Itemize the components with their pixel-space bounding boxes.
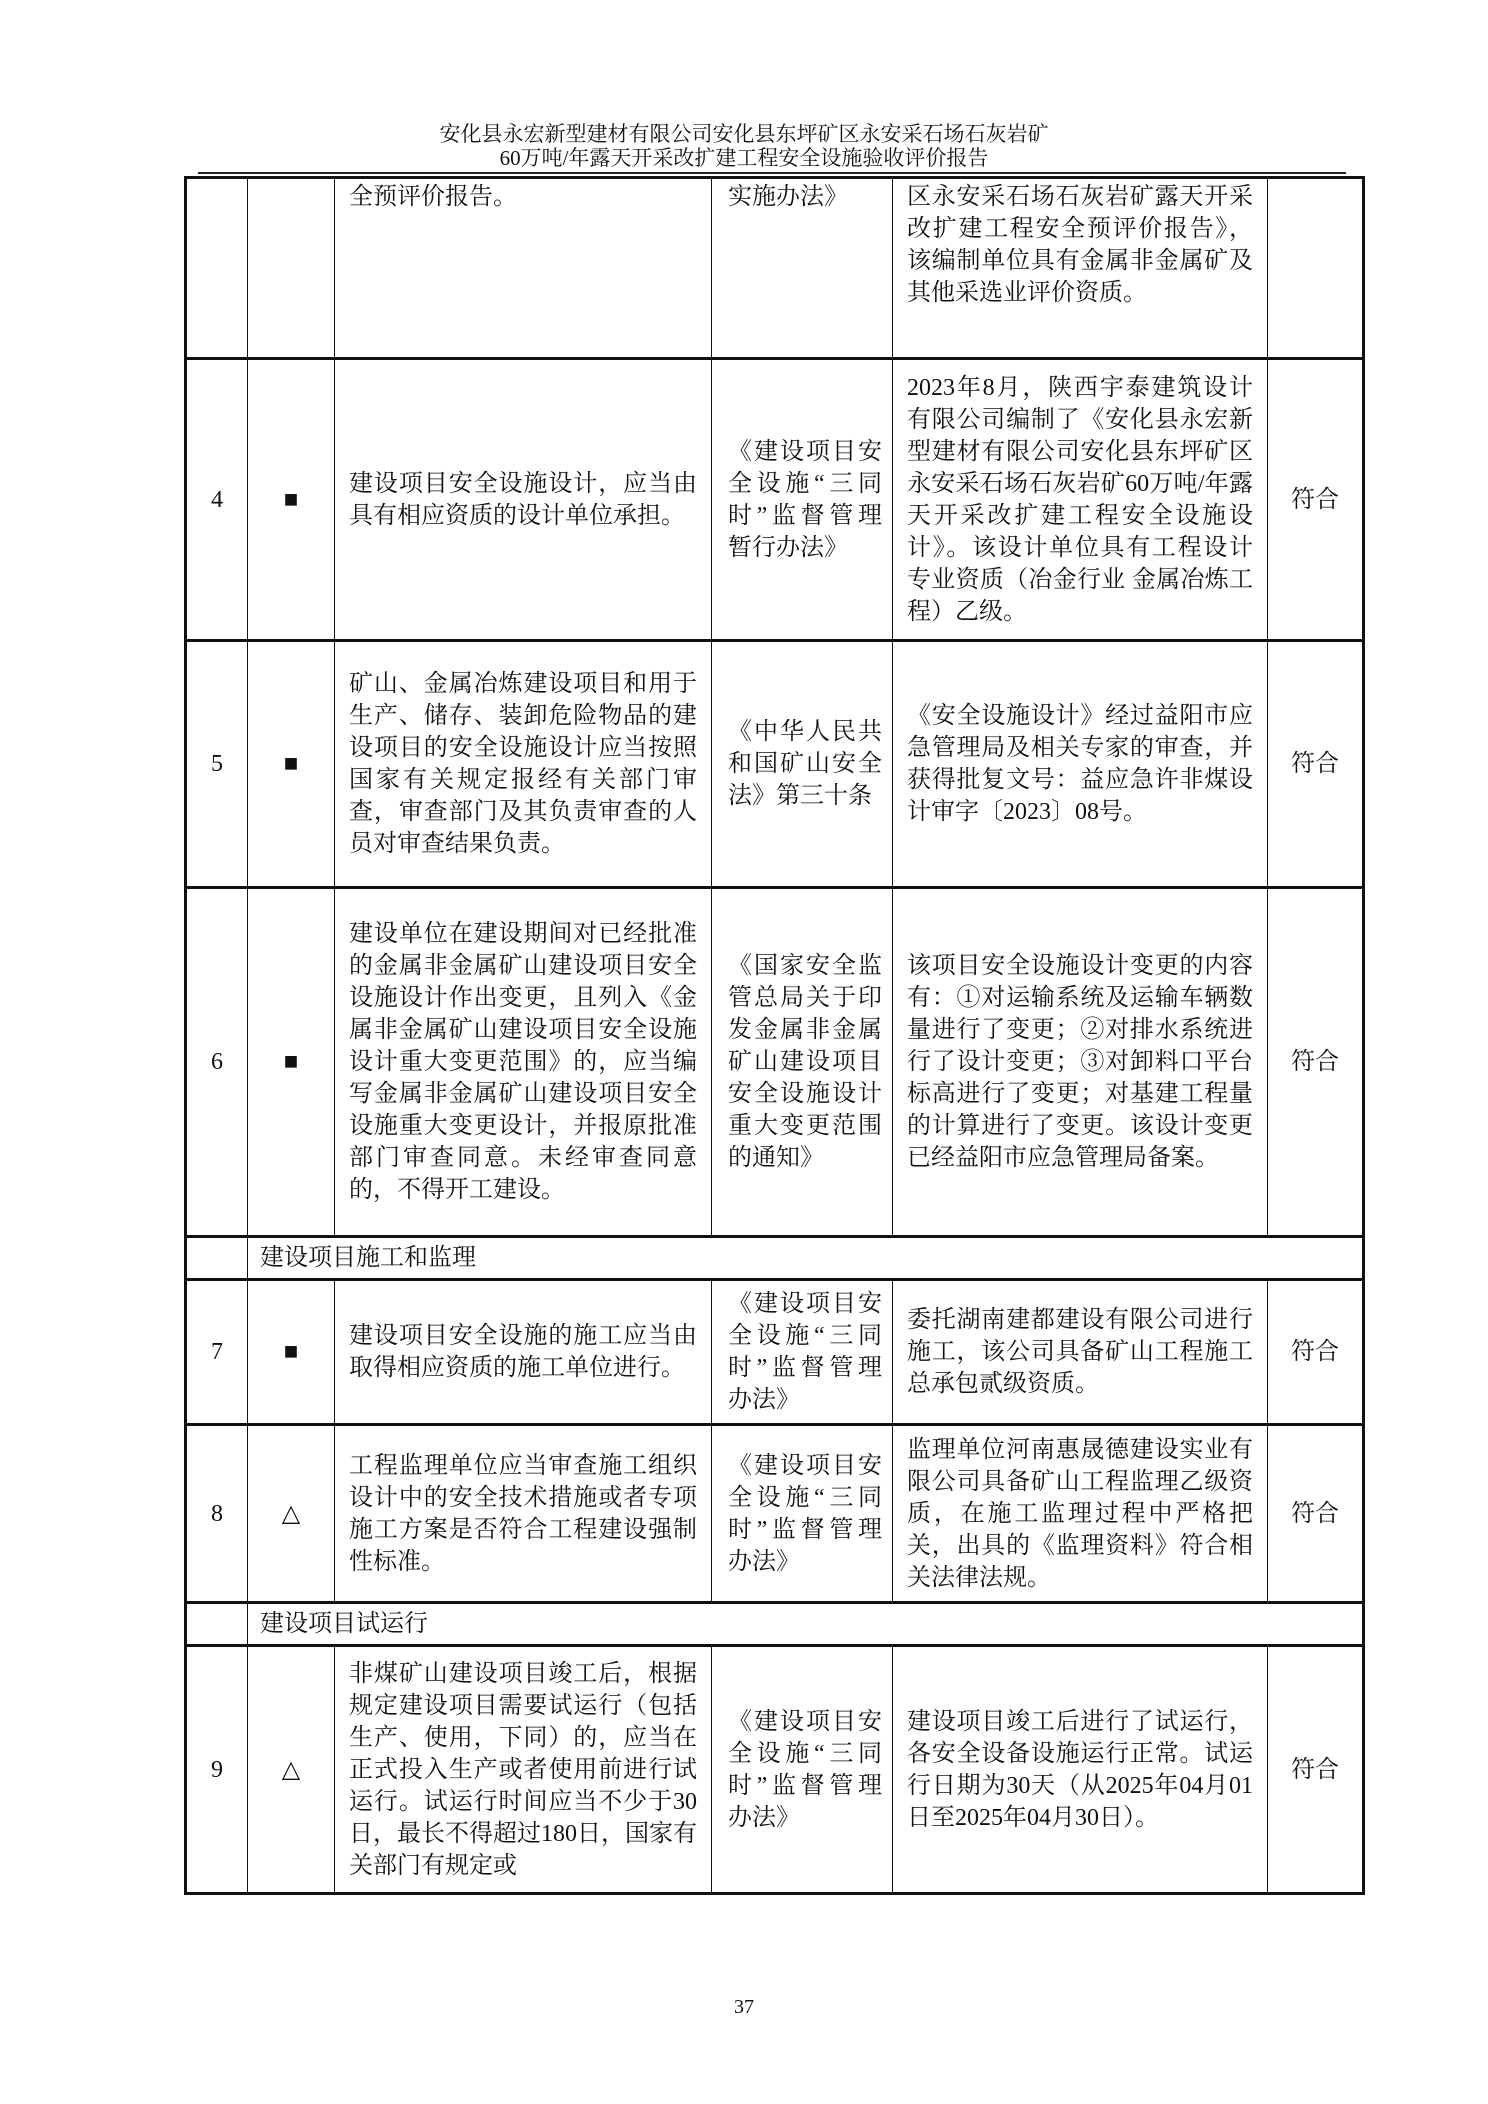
result-cell: 符合	[1268, 641, 1364, 888]
header-title-line2: 60万吨/年露天开采改扩建工程安全设施验收评价报告	[499, 146, 989, 170]
header-rule	[198, 172, 1346, 174]
requirement-cell: 建设项目安全设施设计，应当由具有相应资质的设计单位承担。	[335, 359, 712, 641]
basis-cell: 《建设项目安全设施“三同时”监督管理暂行办法》	[712, 359, 893, 641]
table-row	[186, 641, 1364, 888]
requirement-cell: 全预评价报告。	[335, 178, 712, 359]
basis-cell: 《中华人民共和国矿山安全法》第三十条	[712, 641, 893, 888]
table-row	[186, 1425, 1364, 1603]
finding-cell: 该项目安全设施设计变更的内容有：①对运输系统及运输车辆数量进行了变更；②对排水系统进行了设计变更；③对卸料口平台标高进行了变更；对基建工程量的计算进行了变更。该设计变更已经益阳市应急管理局备案。	[893, 888, 1268, 1237]
requirement-cell: 建设单位在建设期间对已经批准的金属非金属矿山建设项目安全设施设计作出变更，且列入《金属非金属矿山建设项目安全设施设计重大变更范围》的，应当编写金属非金属矿山建设项目安全设施重大变更设计，并报原批准部门审查同意。未经审查同意的，不得开工建设。	[335, 888, 712, 1237]
row-mark: △	[248, 1646, 335, 1894]
table-row	[186, 888, 1364, 1237]
result-cell: 符合	[1268, 888, 1364, 1237]
finding-cell: 委托湖南建都建设有限公司进行施工，该公司具备矿山工程施工总承包贰级资质。	[893, 1280, 1268, 1425]
section-row	[186, 1237, 1364, 1280]
basis-cell: 实施办法》	[712, 178, 893, 359]
result-cell: 符合	[1268, 1425, 1364, 1603]
section-spacer	[186, 1237, 248, 1280]
row-number: 4	[186, 359, 248, 641]
result-cell: 符合	[1268, 359, 1364, 641]
table-row	[186, 359, 1364, 641]
finding-cell: 2023年8月，陕西宇泰建筑设计有限公司编制了《安化县永宏新型建材有限公司安化县东坪矿区永安采石场石灰岩矿60万吨/年露天开采改扩建工程安全设施设计》。该设计单位具有工程设计专业资质（冶金行业 金属冶炼工程）乙级。	[893, 359, 1268, 641]
finding-cell: 《安全设施设计》经过益阳市应急管理局及相关专家的审查，并获得批复文号：益应急许非煤设计审字〔2023〕08号。	[893, 641, 1268, 888]
row-mark: ■	[248, 888, 335, 1237]
page-number: 37	[734, 1996, 754, 2018]
row-mark	[248, 178, 335, 359]
section-title: 建设项目试运行	[248, 1603, 1364, 1646]
finding-cell: 区永安采石场石灰岩矿露天开采改扩建工程安全预评价报告》，该编制单位具有金属非金属矿及其他采选业评价资质。	[893, 178, 1268, 359]
requirement-cell: 非煤矿山建设项目竣工后，根据规定建设项目需要试运行（包括生产、使用，下同）的，应当在正式投入生产或者使用前进行试运行。试运行时间应当不少于30日，最长不得超过180日，国家有关部门有规定或	[335, 1646, 712, 1894]
row-mark: ■	[248, 1280, 335, 1425]
requirement-cell: 建设项目安全设施的施工应当由取得相应资质的施工单位进行。	[335, 1280, 712, 1425]
row-number: 7	[186, 1280, 248, 1425]
result-cell: 符合	[1268, 1646, 1364, 1894]
evaluation-table	[184, 176, 1365, 1895]
requirement-cell: 矿山、金属冶炼建设项目和用于生产、储存、装卸危险物品的建设项目的安全设施设计应当按照国家有关规定报经有关部门审查，审查部门及其负责审查的人员对审查结果负责。	[335, 641, 712, 888]
header-title-line1: 安化县永宏新型建材有限公司安化县东坪矿区永安采石场石灰岩矿	[439, 122, 1049, 146]
row-mark: △	[248, 1425, 335, 1603]
table-row	[186, 1646, 1364, 1894]
section-row	[186, 1603, 1364, 1646]
section-spacer	[186, 1603, 248, 1646]
section-title: 建设项目施工和监理	[248, 1237, 1364, 1280]
finding-cell: 建设项目竣工后进行了试运行，各安全设备设施运行正常。试运行日期为30天（从2025年04月01日至2025年04月30日）。	[893, 1646, 1268, 1894]
basis-cell: 《建设项目安全设施“三同时”监督管理办法》	[712, 1425, 893, 1603]
row-mark: ■	[248, 641, 335, 888]
row-mark: ■	[248, 359, 335, 641]
row-number	[186, 178, 248, 359]
row-number: 9	[186, 1646, 248, 1894]
row-number: 6	[186, 888, 248, 1237]
result-cell: 符合	[1268, 1280, 1364, 1425]
result-cell	[1268, 178, 1364, 359]
row-number: 8	[186, 1425, 248, 1603]
row-number: 5	[186, 641, 248, 888]
basis-cell: 《国家安全监管总局关于印发金属非金属矿山建设项目安全设施设计重大变更范围的通知》	[712, 888, 893, 1237]
requirement-cell: 工程监理单位应当审查施工组织设计中的安全技术措施或者专项施工方案是否符合工程建设强制性标准。	[335, 1425, 712, 1603]
basis-cell: 《建设项目安全设施“三同时”监督管理办法》	[712, 1280, 893, 1425]
table-row	[186, 1280, 1364, 1425]
finding-cell: 监理单位河南惠晟德建设实业有限公司具备矿山工程监理乙级资质，在施工监理过程中严格把关，出具的《监理资料》符合相关法律法规。	[893, 1425, 1268, 1603]
table-row	[186, 178, 1364, 359]
basis-cell: 《建设项目安全设施“三同时”监督管理办法》	[712, 1646, 893, 1894]
